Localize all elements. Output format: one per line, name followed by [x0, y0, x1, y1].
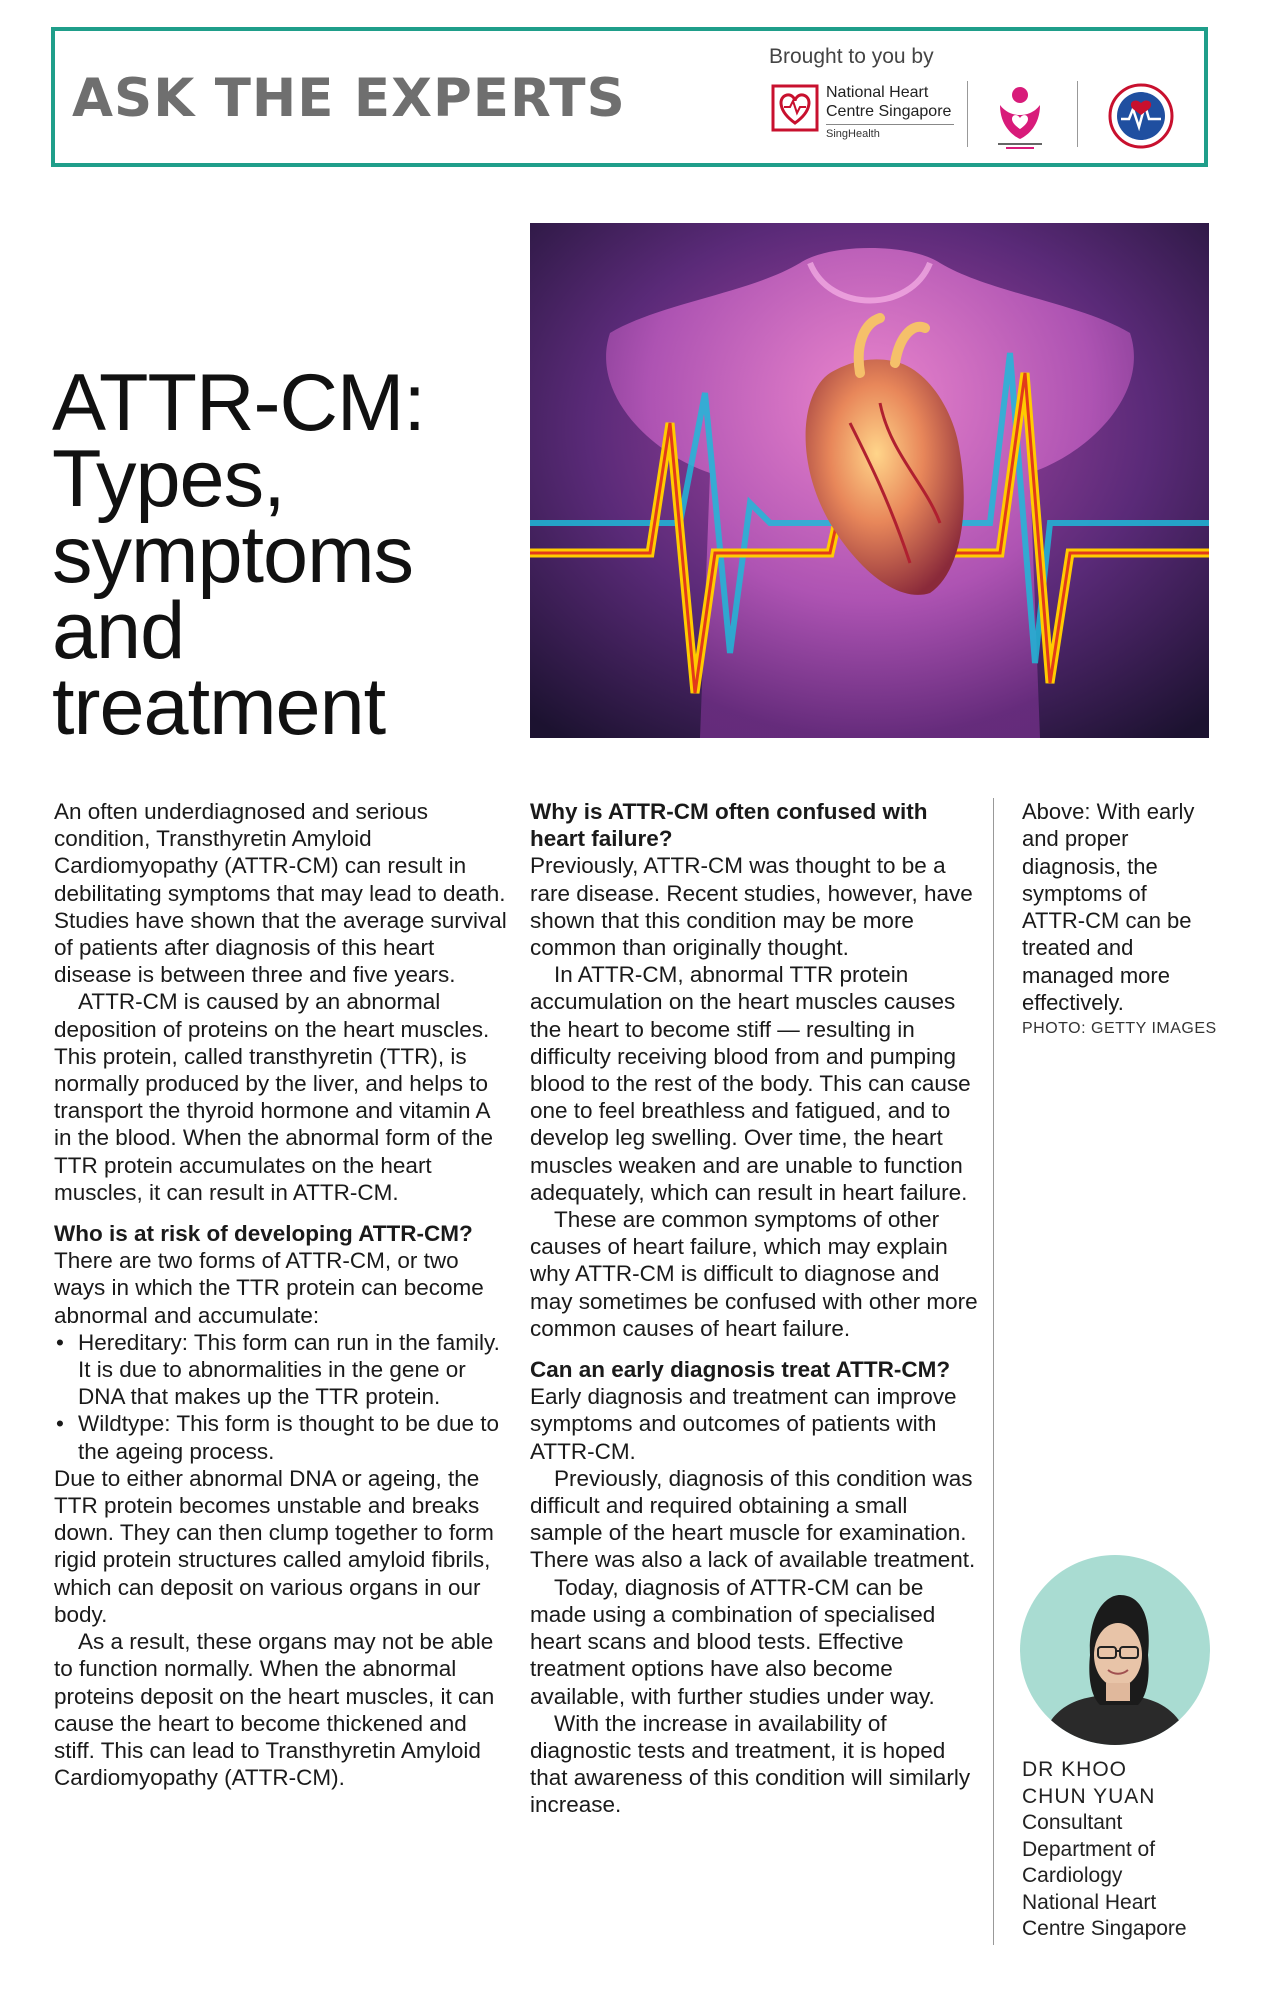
section-heading-confusion: Why is ATTR-CM often confused with heart failure?: [530, 799, 928, 852]
nhcs-logo-icon: [770, 83, 820, 133]
image-caption: Above: With early and proper diagnosis, the symptoms of ATTR-CM can be treated and managed more effectively.: [1022, 799, 1195, 1016]
logo-divider: [967, 81, 968, 147]
doctor-department: Department of Cardiology: [1022, 1837, 1156, 1887]
intro-paragraph: An often underdiagnosed and serious condition, Transthyretin Amyloid Cardiomyopathy (ATTR-CM) can result in debilitating symptoms that may lead to death. Studies have shown that the average survival of patients after diagnosis of this heart disease is between three and five years.: [54, 799, 507, 988]
doctor-portrait-avatar: [1020, 1555, 1210, 1745]
doctor-title: Consultant: [1022, 1811, 1123, 1834]
banner-title: ASK THE EXPERTS: [72, 68, 626, 129]
title-line-1: ATTR-CM:: [52, 358, 425, 448]
body-paragraph: These are common symptoms of other causes of heart failure, which may explain why ATTR-CM is difficult to diagnose and may sometimes be confused with other more common causes of heart failure.: [530, 1207, 978, 1341]
title-line-2: Types,: [52, 434, 285, 524]
body-paragraph: ATTR-CM is caused by an abnormal deposition of proteins on the heart muscles. This protein, called transthyretin (TTR), is normally produced by the liver, and helps to transport the thyroid hormone and vitamin A in the blood. When the abnormal form of the TTR protein accumulates on the heart muscles, it can result in ATTR-CM.: [54, 989, 494, 1205]
nhcs-sub: SingHealth: [826, 128, 880, 140]
article-column-1: [54, 798, 509, 1791]
body-paragraph: In ATTR-CM, abnormal TTR protein accumulation on the heart muscles causes the heart to become stiff — resulting in difficulty receiving blood from and pumping blood to the rest of the body. This can cause one to feel breathless and fatigued, and to develop leg swelling. Over time, the heart muscles weaken and are unable to function adequately, which can result in heart failure.: [530, 962, 971, 1205]
article-title: [52, 358, 512, 752]
heart-failure-society-logo-icon: [990, 81, 1050, 151]
body-paragraph: Previously, diagnosis of this condition was difficult and required obtaining a small sample of the heart muscle for examination. There was also a lack of available treatment.: [530, 1465, 976, 1573]
article-column-2: [530, 798, 985, 1819]
body-paragraph: Previously, ATTR-CM was thought to be a rare disease. Recent studies, however, have shown that this condition may be more common than originally thought.: [530, 853, 973, 961]
list-item: • Wildtype: This form is thought to be due to the ageing process.: [54, 1410, 509, 1464]
photo-credit: PHOTO: GETTY IMAGES: [1022, 1020, 1217, 1037]
body-paragraph: Early diagnosis and treatment can improve symptoms and outcomes of patients with ATTR-CM.: [530, 1384, 957, 1464]
doctor-organization: National Heart Centre Singapore: [1022, 1890, 1187, 1940]
singapore-heart-foundation-logo-icon: [1099, 83, 1183, 149]
heart-illustration-image: [530, 223, 1209, 738]
doctor-name-line1: DR KHOO: [1022, 1758, 1128, 1781]
forms-list: [54, 1329, 509, 1465]
nhcs-name: [826, 83, 954, 144]
nhcs-name-line2: Centre Singapore: [826, 103, 952, 120]
doctor-info: [1022, 1757, 1202, 1943]
nhcs-name-line1: National Heart: [826, 84, 929, 101]
logo-divider-2: [1077, 81, 1078, 147]
header-banner: [51, 27, 1208, 167]
section-heading-diagnosis: Can an early diagnosis treat ATTR-CM?: [530, 1357, 951, 1383]
body-paragraph: As a result, these organs may not be able to function normally. When the abnormal proteins deposit on the heart muscles, it can cause the heart to become thickened and stiff. This can lead to Transthyretin Amyloid Cardiomyopathy (ATTR-CM).: [54, 1629, 495, 1791]
body-paragraph: With the increase in availability of diagnostic tests and treatment, it is hoped that awareness of this condition will similarly increase.: [530, 1710, 971, 1818]
list-item: • Hereditary: This form can run in the family. It is due to abnormalities in the gene or DNA that makes up the TTR protein.: [54, 1329, 509, 1411]
column-divider: [993, 798, 994, 1945]
title-line-4: and: [52, 586, 185, 676]
title-line-3: symptoms: [52, 510, 414, 600]
body-paragraph: There are two forms of ATTR-CM, or two ways in which the TTR protein can become abnormal and accumulate:: [54, 1248, 484, 1328]
title-line-5: treatment: [52, 662, 386, 752]
brought-to-you-by: Brought to you by: [769, 45, 934, 68]
doctor-name-line2: CHUN YUAN: [1022, 1784, 1156, 1808]
body-paragraph: Today, diagnosis of ATTR-CM can be made using a combination of specialised heart scans and blood tests. Effective treatment options have also become available, with further studies under way.: [530, 1574, 936, 1709]
section-heading-risk: Who is at risk of developing ATTR-CM?: [54, 1221, 473, 1247]
body-paragraph: Due to either abnormal DNA or ageing, the TTR protein becomes unstable and breaks down. They can then clump together to form rigid protein structures called amyloid fibrils, which can deposit on various organs in our body.: [54, 1465, 494, 1627]
